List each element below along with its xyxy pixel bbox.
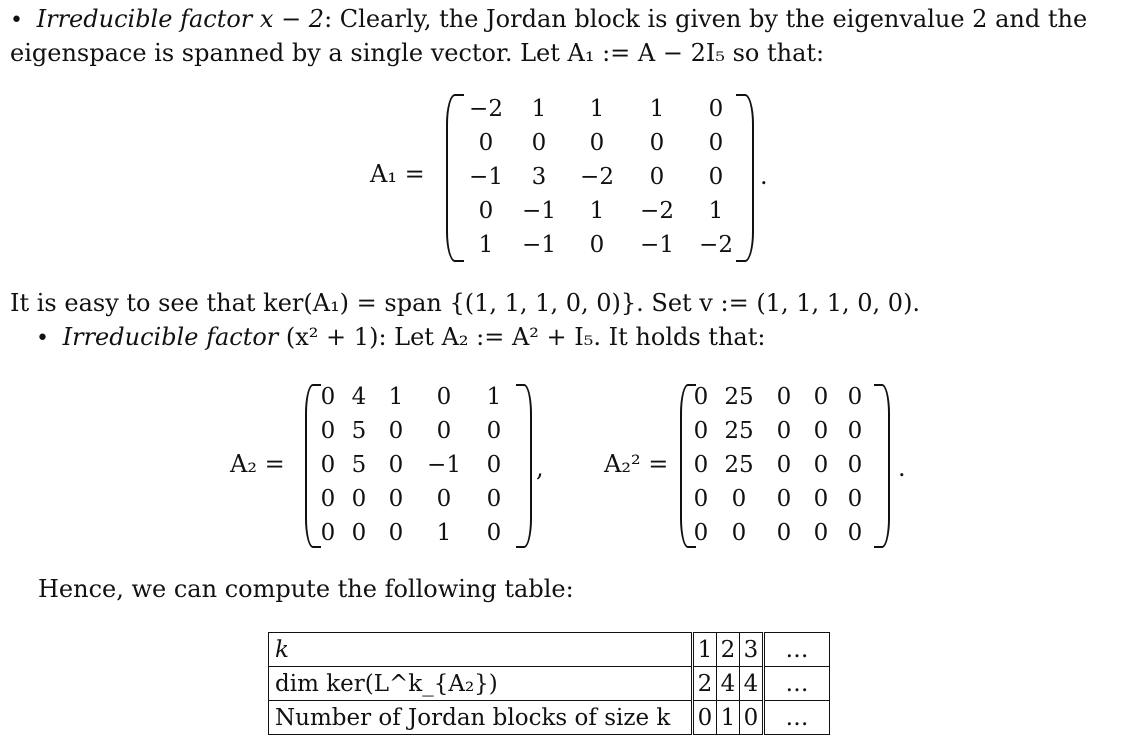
para1-text1: : Clearly, the Jordan block is given by the eigenvalue 2 and the: [324, 5, 1088, 33]
matrix-cell: 0: [320, 520, 336, 546]
matrix-row: [688, 482, 872, 516]
table-row-label: dim ker(L^k_{A₂}): [269, 667, 693, 701]
matrix-a2-trailing: ,: [536, 454, 544, 482]
matrix-cell: 0: [436, 384, 452, 410]
matrix-cell: 0: [847, 384, 863, 410]
matrix-cell: 1: [436, 520, 452, 546]
matrix-cell: 0: [388, 418, 404, 444]
matrix-a2sq-trailing: .: [898, 454, 906, 482]
table-cell: 0: [740, 701, 764, 735]
bullet-icon: •: [36, 326, 49, 351]
matrix-row: [316, 414, 514, 448]
matrix-cell: 0: [693, 418, 709, 444]
matrix-cell: 0: [708, 130, 724, 156]
matrix-cell: 0: [776, 520, 792, 546]
matrix-cell: 0: [847, 520, 863, 546]
matrix-cell: 0: [320, 486, 336, 512]
para2-text: : Let A₂ := A² + I₅. It holds that:: [378, 323, 766, 351]
matrix-a2-right-paren: [516, 384, 532, 548]
table-cell: 4: [740, 667, 764, 701]
matrix-cell: −1: [522, 198, 556, 224]
matrix-row: [688, 516, 872, 550]
matrix-a2sq-label: A₂² =: [604, 450, 669, 478]
matrix-cell: 0: [693, 520, 709, 546]
matrix-cell: 0: [693, 452, 709, 478]
para1-line2: eigenspace is spanned by a single vector. Let A₁ := A − 2I₅ so that:: [10, 39, 825, 67]
matrix-row: [462, 126, 744, 160]
bullet-icon: •: [10, 8, 23, 33]
matrix-cell: 0: [320, 418, 336, 444]
matrix-row: [316, 516, 514, 550]
matrix-cell: 0: [486, 452, 502, 478]
matrix-row: [316, 448, 514, 482]
matrix-cell: 4: [351, 384, 367, 410]
matrix-cell: 0: [649, 130, 665, 156]
matrix-cell: 0: [589, 232, 605, 258]
table-row: [269, 633, 830, 667]
matrix-a1-trailing: .: [760, 162, 768, 190]
matrix-a2-label: A₂ =: [230, 450, 285, 478]
matrix-cell: −2: [580, 164, 614, 190]
matrix-cell: 0: [486, 418, 502, 444]
matrix-cell: 0: [351, 520, 367, 546]
matrix-cell: 0: [478, 198, 494, 224]
matrix-cell: 0: [813, 520, 829, 546]
matrix-a1-label: A₁ =: [370, 160, 425, 188]
matrix-cell: 0: [776, 418, 792, 444]
matrix-cell: 1: [708, 198, 724, 224]
matrix-cell: 0: [693, 486, 709, 512]
matrix-cell: −2: [469, 96, 503, 122]
table-cell: 1: [717, 701, 740, 735]
matrix-cell: −2: [699, 232, 733, 258]
matrix-row: [462, 228, 744, 262]
matrix-cell: 1: [478, 232, 494, 258]
matrix-cell: 5: [351, 452, 367, 478]
matrix-row: [462, 160, 744, 194]
matrix-row: [688, 414, 872, 448]
table-row: [269, 667, 830, 701]
matrix-cell: 1: [531, 96, 547, 122]
matrix-cell: 0: [776, 486, 792, 512]
matrix-cell: 25: [724, 452, 754, 478]
matrix-cell: −1: [640, 232, 674, 258]
para1-line1: [10, 2, 1087, 38]
para2-label: Irreducible factor: [62, 323, 279, 351]
table-cell: 4: [717, 667, 740, 701]
matrix-cell: 0: [486, 486, 502, 512]
matrix-cell: 3: [531, 164, 547, 190]
matrix-row: [688, 448, 872, 482]
matrix-cell: 0: [813, 418, 829, 444]
matrix-cell: 0: [388, 520, 404, 546]
matrix-row: [462, 194, 744, 228]
matrix-cell: 0: [708, 164, 724, 190]
para2-line2: [36, 320, 765, 356]
matrix-cell: 0: [731, 486, 747, 512]
matrix-cell: 0: [813, 486, 829, 512]
table-row-label: k: [269, 633, 693, 667]
matrix-cell: 0: [436, 418, 452, 444]
table-cell: 0: [693, 701, 717, 735]
matrix-a2sq: [688, 380, 872, 550]
table-cell: 2: [693, 667, 717, 701]
matrix-cell: 25: [724, 418, 754, 444]
matrix-cell: 0: [486, 520, 502, 546]
matrix-cell: 0: [693, 384, 709, 410]
hence-text: Hence, we can compute the following table:: [38, 575, 574, 603]
matrix-row: [462, 92, 744, 126]
matrix-cell: 0: [531, 130, 547, 156]
matrix-cell: 1: [486, 384, 502, 410]
matrix-cell: 0: [351, 486, 367, 512]
matrix-cell: 0: [649, 164, 665, 190]
matrix-cell: 0: [847, 418, 863, 444]
matrix-cell: 0: [708, 96, 724, 122]
matrix-row: [316, 482, 514, 516]
matrix-cell: 0: [731, 520, 747, 546]
matrix-row: [688, 380, 872, 414]
table-cell: 2: [717, 633, 740, 667]
matrix-cell: −1: [522, 232, 556, 258]
matrix-row: [316, 380, 514, 414]
matrix-cell: 0: [847, 486, 863, 512]
matrix-cell: 0: [478, 130, 494, 156]
table-cell-dots: …: [764, 701, 830, 735]
matrix-a1: [462, 92, 744, 262]
matrix-cell: 1: [589, 198, 605, 224]
matrix-cell: 1: [589, 96, 605, 122]
matrix-cell: 0: [436, 486, 452, 512]
matrix-cell: 0: [847, 452, 863, 478]
matrix-cell: 0: [776, 384, 792, 410]
jordan-table: [268, 632, 830, 735]
table-cell: 1: [693, 633, 717, 667]
para2-factor: (x² + 1): [285, 323, 379, 351]
matrix-cell: 0: [813, 384, 829, 410]
matrix-cell: 1: [649, 96, 665, 122]
matrix-cell: 5: [351, 418, 367, 444]
matrix-a1-right-paren: [736, 94, 754, 262]
matrix-cell: 0: [589, 130, 605, 156]
table-row-label: Number of Jordan blocks of size k: [269, 701, 693, 735]
matrix-cell: 25: [724, 384, 754, 410]
matrix-cell: −2: [640, 198, 674, 224]
matrix-cell: 0: [388, 486, 404, 512]
matrix-cell: −1: [469, 164, 503, 190]
table-row: [269, 701, 830, 735]
matrix-cell: 0: [813, 452, 829, 478]
table-cell-dots: …: [764, 667, 830, 701]
matrix-cell: −1: [427, 452, 461, 478]
para2-line1: It is easy to see that ker(A₁) = span {(1, 1, 1, 0, 0)}. Set v := (1, 1, 1, 0, 0).: [10, 289, 921, 317]
matrix-cell: 0: [320, 452, 336, 478]
matrix-cell: 0: [320, 384, 336, 410]
matrix-cell: 0: [776, 452, 792, 478]
table-cell-dots: …: [764, 633, 830, 667]
matrix-cell: 1: [388, 384, 404, 410]
para1-label: Irreducible factor: [36, 5, 253, 33]
matrix-a2sq-right-paren: [874, 384, 890, 548]
matrix-cell: 0: [388, 452, 404, 478]
para1-factor: x − 2: [259, 5, 325, 33]
table-cell: 3: [740, 633, 764, 667]
matrix-a2: [316, 380, 514, 550]
